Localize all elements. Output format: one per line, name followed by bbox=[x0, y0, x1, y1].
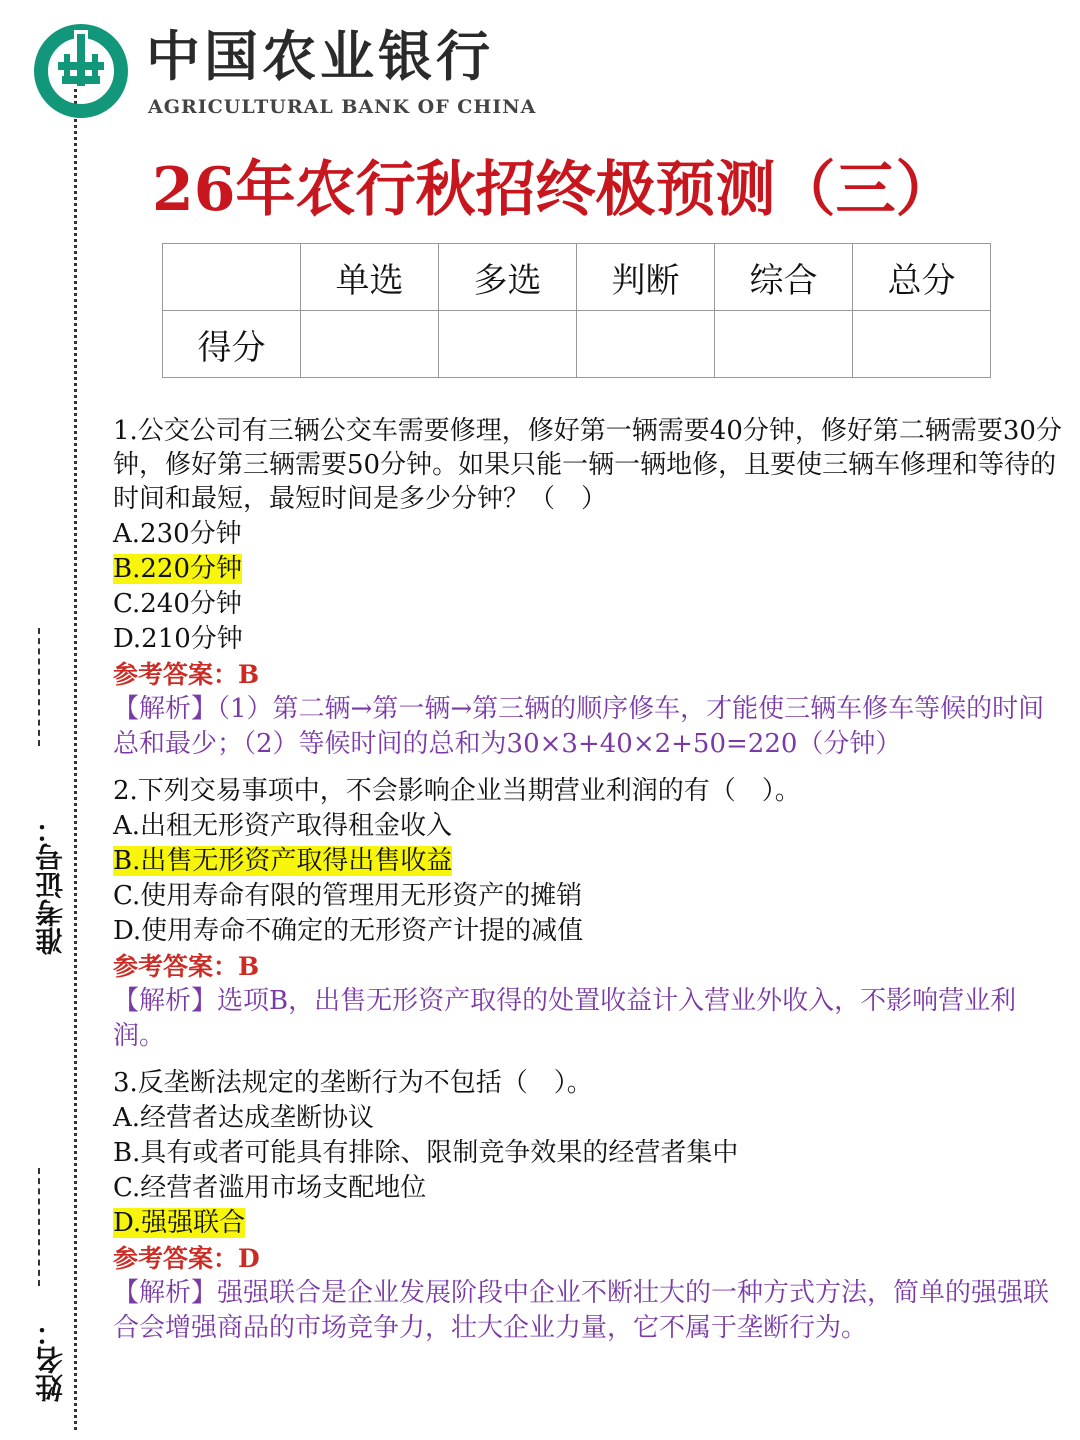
option-text: C.经营者滥用市场支配地位 bbox=[113, 1173, 427, 1203]
score-cell-judge[interactable] bbox=[577, 311, 715, 378]
option-b-correct bbox=[113, 552, 1063, 587]
admit-number-label: 准考证号： bbox=[34, 815, 67, 955]
abc-bank-logo-icon bbox=[34, 24, 128, 118]
option-c bbox=[113, 1171, 1063, 1206]
bank-name-en: AGRICULTURAL BANK OF CHINA bbox=[148, 96, 537, 118]
questions-list bbox=[113, 414, 1063, 1346]
option-text: A.230分钟 bbox=[113, 519, 242, 549]
reference-answer: 参考答案：D bbox=[113, 1244, 260, 1273]
admit-number-blank bbox=[38, 628, 40, 746]
option-text: C.240分钟 bbox=[113, 589, 242, 619]
score-header-single: 单选 bbox=[301, 244, 439, 311]
explanation: 【解析】选项B，出售无形资产取得的处置收益计入营业外收入，不影响营业利润。 bbox=[113, 986, 1017, 1051]
question-3 bbox=[113, 1066, 1063, 1346]
option-a bbox=[113, 517, 1063, 552]
option-d bbox=[113, 914, 1063, 949]
name-blank bbox=[38, 1168, 40, 1286]
name-label: 姓名： bbox=[34, 1318, 67, 1402]
option-text: A.经营者达成垄断协议 bbox=[113, 1103, 375, 1133]
score-table-corner bbox=[163, 244, 301, 311]
question-stem: 3.反垄断法规定的垄断行为不包括（ ）。 bbox=[113, 1068, 593, 1098]
option-text: A.出租无形资产取得租金收入 bbox=[113, 811, 453, 841]
score-header-total: 总分 bbox=[853, 244, 991, 311]
score-table-score-row bbox=[163, 311, 991, 378]
option-b-correct bbox=[113, 844, 1063, 879]
reference-answer: 参考答案：B bbox=[113, 660, 260, 689]
score-header-judge: 判断 bbox=[577, 244, 715, 311]
question-2 bbox=[113, 774, 1063, 1054]
option-text-highlighted: D.强强联合 bbox=[113, 1208, 246, 1238]
option-text: B.具有或者可能具有排除、限制竞争效果的经营者集中 bbox=[113, 1138, 739, 1168]
option-text-highlighted: B.220分钟 bbox=[113, 554, 242, 584]
option-b bbox=[113, 1136, 1063, 1171]
option-c bbox=[113, 879, 1063, 914]
binding-dotted-line bbox=[74, 40, 77, 1430]
score-cell-multi[interactable] bbox=[439, 311, 577, 378]
score-table bbox=[162, 243, 991, 378]
reference-answer: 参考答案：B bbox=[113, 952, 260, 981]
option-text: D.使用寿命不确定的无形资产计提的减值 bbox=[113, 916, 584, 946]
score-cell-total[interactable] bbox=[853, 311, 991, 378]
score-row-label: 得分 bbox=[163, 311, 301, 378]
page-title: 26年农行秋招终极预测（三） bbox=[152, 155, 956, 225]
explanation: 【解析】（1）第二辆→第一辆→第三辆的顺序修车，才能使三辆车修车等候的时间总和最少；（2）等候时间的总和为30×3+40×2+50=220（分钟） bbox=[113, 694, 1045, 759]
option-text: D.210分钟 bbox=[113, 624, 243, 654]
option-text-highlighted: B.出售无形资产取得出售收益 bbox=[113, 846, 453, 876]
score-header-multi: 多选 bbox=[439, 244, 577, 311]
option-d bbox=[113, 622, 1063, 657]
explanation: 【解析】强强联合是企业发展阶段中企业不断壮大的一种方式方法，简单的强强联合会增强商品的市场竞争力，壮大企业力量，它不属于垄断行为。 bbox=[113, 1278, 1050, 1343]
option-a bbox=[113, 809, 1063, 844]
score-cell-comprehensive[interactable] bbox=[715, 311, 853, 378]
question-stem: 1.公交公司有三辆公交车需要修理，修好第一辆需要40分钟，修好第二辆需要30分钟，修好第三辆需要50分钟。如果只能一辆一辆地修，且要使三辆车修理和等待的时间和最短，最短时间是多少分钟？（ ） bbox=[113, 416, 1062, 514]
option-a bbox=[113, 1101, 1063, 1136]
question-1 bbox=[113, 414, 1063, 762]
option-d-correct bbox=[113, 1206, 1063, 1241]
bank-name-cn: 中国农业银行 bbox=[146, 25, 494, 88]
option-c bbox=[113, 587, 1063, 622]
score-cell-single[interactable] bbox=[301, 311, 439, 378]
score-table-header-row bbox=[163, 244, 991, 311]
score-header-comprehensive: 综合 bbox=[715, 244, 853, 311]
option-text: C.使用寿命有限的管理用无形资产的摊销 bbox=[113, 881, 583, 911]
question-stem: 2.下列交易事项中，不会影响企业当期营业利润的有（ ）。 bbox=[113, 776, 801, 806]
